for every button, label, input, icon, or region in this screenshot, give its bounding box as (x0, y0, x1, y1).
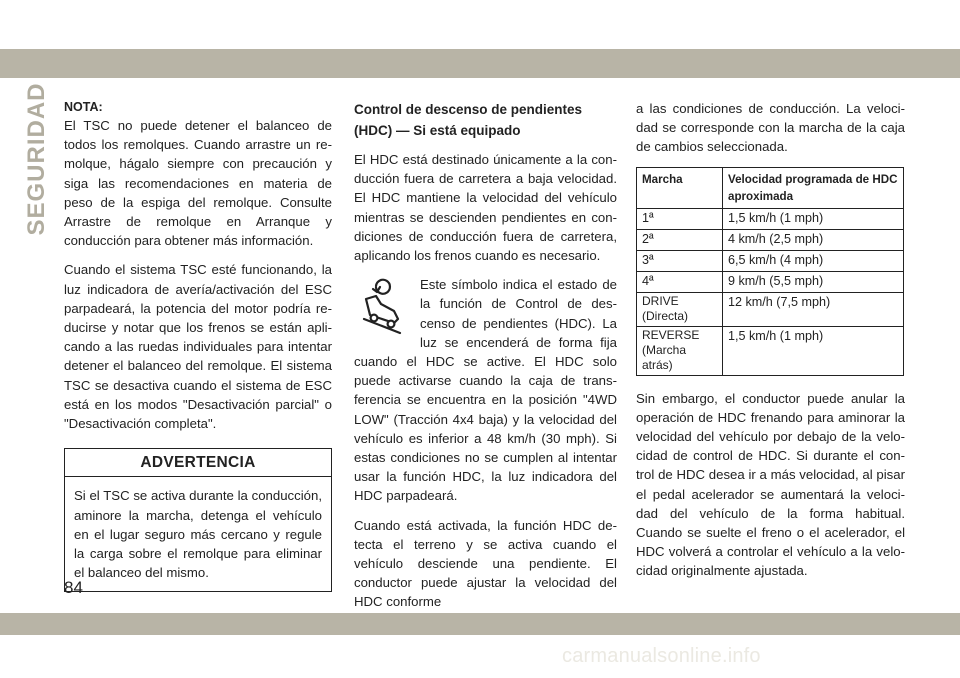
override-paragraph: Sin embargo, el conductor puede anular la operación de HDC frenando para aminorar la velocidad del vehículo por debajo de la velo-cidad de control de HDC. Si durante el con-trol de HDC desea ir a más velocidad, al pisar el pedal acelerador se aumentará la veloci-dad del vehículo de la forma habitual. Cuando se suelte el freno o el acelerador, el HDC volverá a controlar el vehículo a la velo-cidad originalmente ajustada. (636, 390, 905, 579)
table-cell-speed: 9 km/h (5,5 mph) (723, 271, 904, 292)
note-text: El TSC no puede detener el balanceo de todos los remolques. Cuando arrastre un re-molque, hágalo siempre con precaución y siga las recomendaciones en materia de peso de la espiga del remolque. Consulte Arrastre de remolque en Arranque y conducción para obtener más información. (64, 118, 332, 249)
section-heading-line1: Control de descenso de pendientes (354, 102, 583, 117)
hill-descent-control-icon (354, 277, 420, 349)
section-tab-label: SEGURIDAD (23, 82, 50, 236)
table-cell-speed: 12 km/h (7,5 mph) (723, 292, 904, 326)
table-cell-speed: 1,5 km/h (1 mph) (723, 326, 904, 375)
table-row (637, 208, 904, 229)
section-tab (22, 82, 52, 236)
warning-box (64, 448, 332, 592)
footer-band (0, 613, 960, 635)
section-heading-line2: (HDC) — Si está equipado (354, 123, 521, 138)
column-right (636, 99, 905, 591)
table-cell-speed: 6,5 km/h (4 mph) (723, 250, 904, 271)
watermark: carmanualsonline.info (562, 645, 761, 667)
table-cell-gear: 4ª (637, 271, 723, 292)
warning-title: ADVERTENCIA (65, 449, 331, 477)
warning-text: Si el TSC se activa durante la conducción, aminore la marcha, detenga el vehículo en el lugar seguro más cercano y regule la carga sobre el remolque para eliminar el balanceo del mismo. (74, 488, 322, 581)
table-row (637, 326, 904, 375)
table-cell-speed: 1,5 km/h (1 mph) (723, 208, 904, 229)
note-title: NOTA: (64, 100, 103, 114)
table-header-speed: Velocidad programada de HDC aproximada (723, 167, 904, 208)
hdc-speed-table (636, 167, 904, 376)
tsc-paragraph: Cuando el sistema TSC esté funcionando, la luz indicadora de avería/activación del ESC parpadeará, la potencia del motor podría re-ducirse y notar que los frenos se están apli-cando a las ruedas individuales para intentar detener el balanceo del remolque. El sistema TSC se desactiva cuando el sistema de ESC está en los modos "Desactivación parcial" o "Desactivación completa". (64, 262, 332, 432)
table-header-row (637, 167, 904, 208)
hdc-intro-paragraph: El HDC está destinado únicamente a la con-ducción fuera de carretera a baja velocidad. El HDC mantiene la velocidad del vehículo mientras se descienden pendientes en con-diciones de conducción fuera de carretera, aplicando los frenos cuando es necesario. (354, 152, 617, 264)
table-cell-gear: 1ª (637, 208, 723, 229)
column-left (64, 99, 332, 592)
table-cell-speed: 4 km/h (2,5 mph) (723, 229, 904, 250)
section-heading (354, 99, 617, 141)
hdc-symbol-block (354, 275, 617, 505)
header-band (0, 49, 960, 78)
speed-intro-paragraph: a las condiciones de conducción. La veloci-dad se corresponde con la marcha de la caja de cambios seleccionada. (636, 101, 905, 155)
table-row (637, 250, 904, 271)
hdc-activation-paragraph: Cuando está activada, la función HDC de-tecta el terreno y se activa cuando el vehículo desciende una pendiente. El conductor puede ajustar la velocidad del HDC conforme (354, 517, 617, 610)
table-row (637, 229, 904, 250)
table-row (637, 292, 904, 326)
table-cell-gear: 2ª (637, 229, 723, 250)
table-header-gear: Marcha (637, 167, 723, 208)
page-number: 84 (64, 578, 83, 597)
table-cell-gear: 3ª (637, 250, 723, 271)
table-cell-gear: REVERSE (Marcha atrás) (637, 326, 723, 375)
table-cell-gear: DRIVE (Directa) (637, 292, 723, 326)
table-row (637, 271, 904, 292)
column-middle (354, 99, 617, 622)
hdc-symbol-paragraph: Este símbolo indica el estado de la función de Control de des-censo de pendientes (HDC). La luz se encenderá de forma fija cuando el HDC se active. El HDC solo puede activarse cuando la caja de trans-ferencia se encuentra en la posición "4WD LOW" (Tracción 4x4 baja) y la velocidad del vehículo es inferior a 48 km/h (30 mph). Si estas condiciones no se cumplen al intentar usar la función HDC, la luz indicadora del HDC parpadeará. (354, 277, 617, 504)
